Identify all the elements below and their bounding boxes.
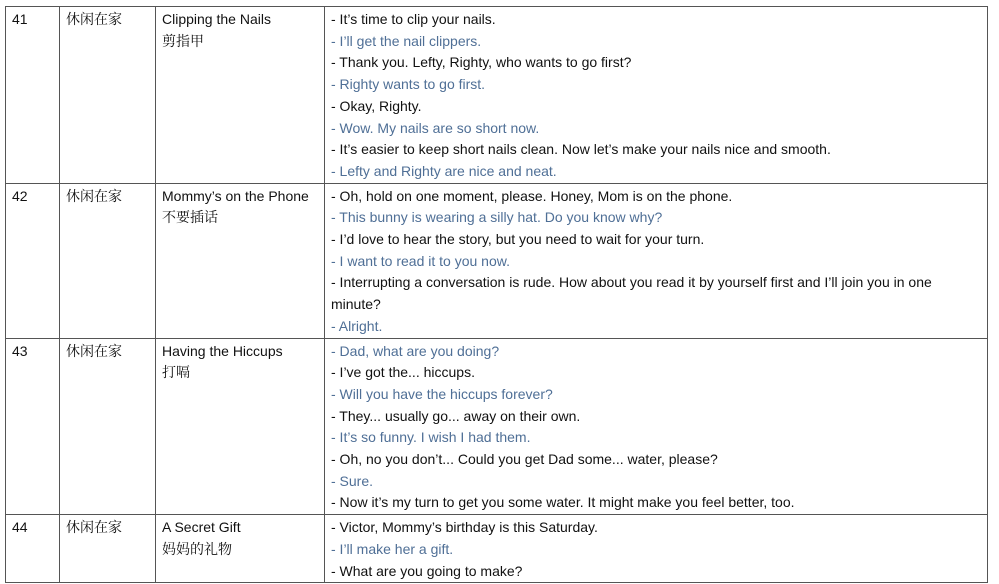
parent-line: - Interrupting a conversation is rude. How about you read it by yourself first and I’ll join you in one minute?	[331, 274, 932, 313]
child-line: - Sure.	[331, 472, 374, 489]
row-category: 休闲在家	[60, 7, 156, 184]
parent-line: - Victor, Mommy’s birthday is this Saturday.	[331, 519, 598, 536]
row-dialogue	[325, 515, 988, 583]
child-line: - I’ll get the nail clippers.	[331, 32, 482, 49]
child-line: - It’s so funny. I wish I had them.	[331, 429, 531, 446]
title-english: Mommy’s on the Phone	[162, 187, 309, 204]
parent-line: - I’ve got the... hiccups.	[331, 364, 475, 381]
row-number: 44	[6, 515, 60, 583]
table-row	[6, 183, 988, 338]
parent-line: - They... usually go... away on their own.	[331, 407, 581, 424]
row-dialogue	[325, 338, 988, 515]
row-number: 42	[6, 183, 60, 338]
child-line: - I want to read it to you now.	[331, 252, 510, 269]
title-chinese: 打嗝	[162, 364, 190, 381]
parent-line: - Now it’s my turn to get you some water. It might make you feel better, too.	[331, 494, 795, 511]
row-title	[156, 7, 325, 184]
title-chinese: 剪指甲	[162, 32, 204, 49]
parent-line: - It’s easier to keep short nails clean. Now let’s make your nails nice and smooth.	[331, 141, 831, 158]
row-title	[156, 183, 325, 338]
title-chinese: 妈妈的礼物	[162, 540, 232, 557]
title-english: A Secret Gift	[162, 519, 241, 536]
dialogue-table	[5, 6, 988, 583]
row-category: 休闲在家	[60, 515, 156, 583]
dialogue-table-body	[6, 7, 988, 583]
parent-line: - Okay, Righty.	[331, 97, 422, 114]
child-line: - Righty wants to go first.	[331, 76, 486, 93]
child-line: - Will you have the hiccups forever?	[331, 385, 553, 402]
title-chinese: 不要插话	[162, 209, 218, 226]
parent-line: - Oh, no you don’t... Could you get Dad some... water, please?	[331, 451, 718, 468]
title-english: Clipping the Nails	[162, 11, 271, 27]
parent-line: - What are you going to make?	[331, 562, 523, 579]
row-dialogue	[325, 7, 988, 184]
parent-line: - Thank you. Lefty, Righty, who wants to go first?	[331, 54, 632, 71]
table-row	[6, 515, 988, 583]
parent-line: - I’d love to hear the story, but you need to wait for your turn.	[331, 231, 705, 248]
parent-line: - Oh, hold on one moment, please. Honey, Mom is on the phone.	[331, 187, 733, 204]
child-line: - Alright.	[331, 317, 383, 334]
row-category: 休闲在家	[60, 183, 156, 338]
row-number: 43	[6, 338, 60, 515]
title-english: Having the Hiccups	[162, 342, 283, 359]
child-line: - Lefty and Righty are nice and neat.	[331, 162, 557, 179]
parent-line: - It’s time to clip your nails.	[331, 11, 496, 27]
child-line: - This bunny is wearing a silly hat. Do you know why?	[331, 209, 663, 226]
table-row	[6, 7, 988, 184]
child-line: - Dad, what are you doing?	[331, 342, 500, 359]
row-category: 休闲在家	[60, 338, 156, 515]
child-line: - Wow. My nails are so short now.	[331, 119, 540, 136]
row-title	[156, 515, 325, 583]
row-number: 41	[6, 7, 60, 184]
table-row	[6, 338, 988, 515]
row-title	[156, 338, 325, 515]
child-line: - I’ll make her a gift.	[331, 540, 454, 557]
row-dialogue	[325, 183, 988, 338]
